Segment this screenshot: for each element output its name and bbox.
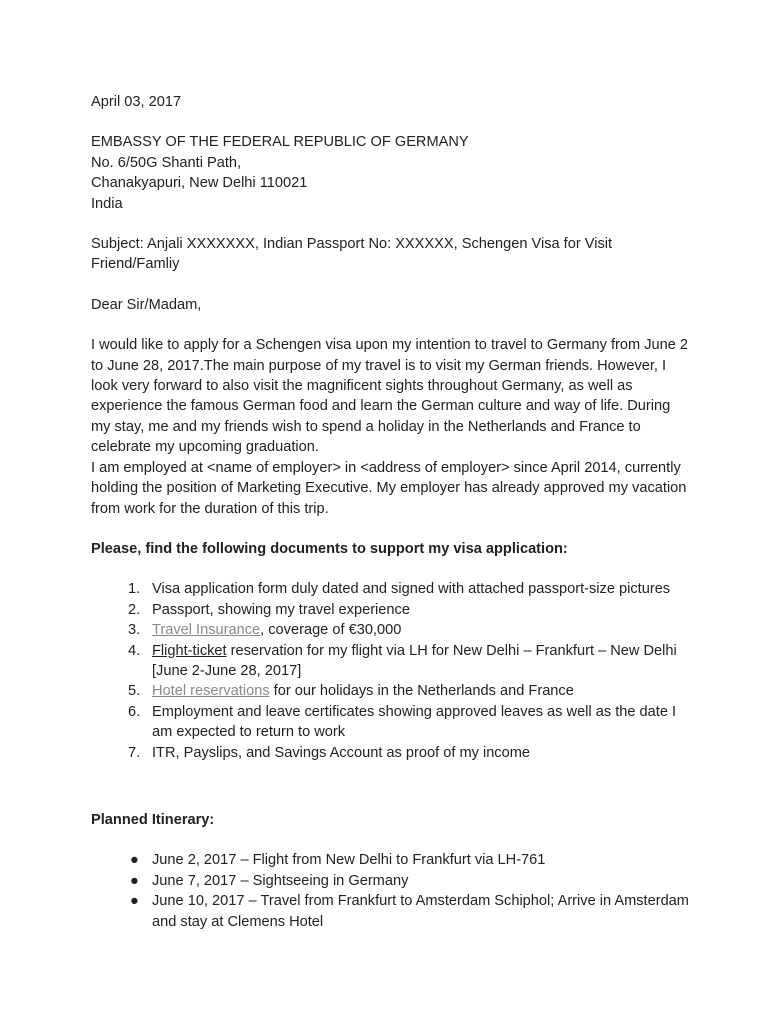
documents-list bbox=[91, 579, 691, 763]
list-item bbox=[91, 891, 691, 932]
salutation: Dear Sir/Madam, bbox=[91, 296, 202, 313]
documents-heading: Please, find the following documents to support my visa application: bbox=[91, 540, 568, 557]
list-item-text: Passport, showing my travel experience bbox=[152, 601, 410, 618]
list-number: 2. bbox=[128, 601, 141, 618]
body-paragraph-employment: I am employed at <name of employer> in <address of employer> since April 2014, currently holding the position of Marketing Executive. My employer has already approved my vacation from work for the duration of this trip. bbox=[91, 459, 687, 517]
list-item-text: Visa application form duly dated and signed with attached passport-size pictures bbox=[152, 581, 671, 598]
address-line: India bbox=[91, 195, 123, 212]
list-item bbox=[91, 871, 691, 891]
letter-date: April 03, 2017 bbox=[91, 94, 182, 110]
travel-insurance-link[interactable]: Travel Insurance bbox=[152, 622, 261, 639]
bullet-icon: ● bbox=[130, 872, 139, 889]
list-number: 5. bbox=[128, 683, 141, 700]
flight-ticket-link[interactable]: Flight-ticket bbox=[152, 642, 227, 659]
list-number: 3. bbox=[128, 622, 141, 639]
letter-body bbox=[91, 92, 691, 932]
list-item bbox=[91, 641, 691, 682]
itinerary-list bbox=[91, 850, 691, 932]
list-item-text: , coverage of €30,000 bbox=[260, 622, 402, 639]
address-line: EMBASSY OF THE FEDERAL REPUBLIC OF GERMANY bbox=[91, 134, 469, 151]
list-item-text: reservation for my flight via LH for New Delhi – Frankfurt – New Delhi [June 2-June 28, 2017] bbox=[152, 642, 677, 679]
list-item-text: ITR, Payslips, and Savings Account as proof of my income bbox=[152, 744, 530, 761]
list-item-text: June 7, 2017 – Sightseeing in Germany bbox=[152, 872, 409, 889]
list-item-text: June 10, 2017 – Travel from Frankfurt to Amsterdam Schiphol; Arrive in Amsterdam and stay at Clemens Hotel bbox=[152, 893, 689, 930]
list-number: 1. bbox=[128, 581, 141, 598]
list-item bbox=[91, 743, 691, 763]
list-item bbox=[91, 620, 691, 640]
bullet-icon: ● bbox=[130, 893, 139, 910]
list-number: 4. bbox=[128, 642, 141, 659]
list-item-text: Employment and leave certificates showing approved leaves as well as the date I am expected to return to work bbox=[152, 703, 677, 741]
list-item bbox=[91, 600, 691, 620]
address-line: No. 6/50G Shanti Path, bbox=[91, 154, 242, 171]
list-number: 6. bbox=[128, 703, 141, 720]
body-paragraph-purpose: I would like to apply for a Schengen visa upon my intention to travel to Germany from June 2 to June 28, 2017.The main purpose of my travel is to visit my German friends. However, I look very forward to also visit the magnificent sights throughout Germany, as well as experience the famous German food and learn the German culture and way of life. During my stay, me and my friends wish to spend a holiday in the Netherlands and France to celebrate my upcoming graduation. bbox=[91, 337, 689, 456]
list-number: 7. bbox=[128, 744, 141, 761]
list-item-text: for our holidays in the Netherlands and France bbox=[269, 683, 574, 700]
list-item bbox=[91, 579, 691, 599]
hotel-reservations-link[interactable]: Hotel reservations bbox=[152, 683, 270, 700]
recipient-address bbox=[91, 132, 691, 214]
bullet-icon: ● bbox=[130, 852, 139, 869]
list-item bbox=[91, 702, 691, 743]
list-item bbox=[91, 681, 691, 701]
address-line: Chanakyapuri, New Delhi 110021 bbox=[91, 175, 308, 192]
list-item-text: June 2, 2017 – Flight from New Delhi to Frankfurt via LH-761 bbox=[152, 852, 546, 869]
itinerary-heading: Planned Itinerary: bbox=[91, 811, 215, 828]
list-item bbox=[91, 850, 691, 870]
letter-subject: Subject: Anjali XXXXXXX, Indian Passport No: XXXXXX, Schengen Visa for Visit Friend/Famliy bbox=[91, 236, 613, 273]
